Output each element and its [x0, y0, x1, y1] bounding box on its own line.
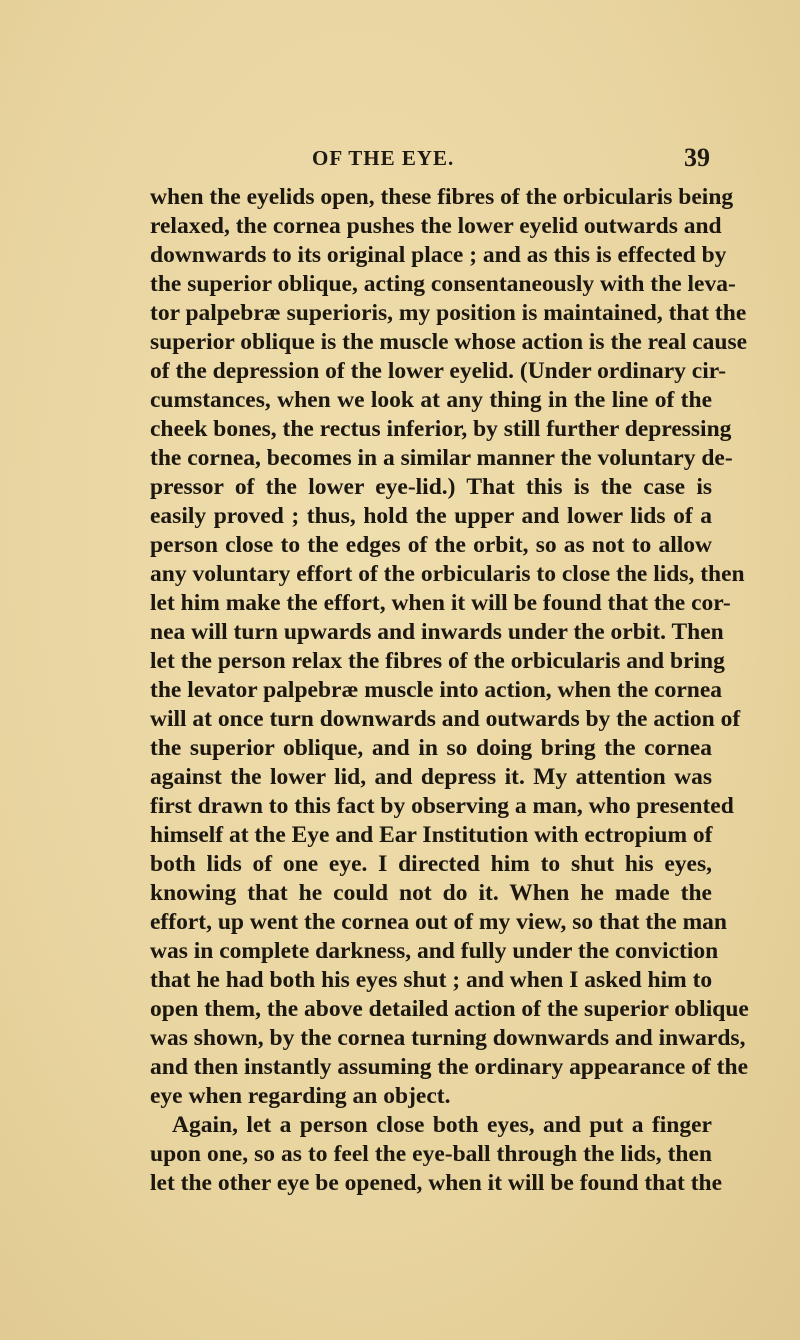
- text-line: against the lower lid, and depress it. My attention was: [150, 764, 712, 790]
- text-line: cumstances, when we look at any thing in the line of the: [150, 387, 712, 413]
- text-line: relaxed, the cornea pushes the lower eyelid outwards and: [150, 213, 722, 239]
- text-line: upon one, so as to feel the eye-ball through the lids, then: [150, 1141, 712, 1167]
- text-line: was in complete darkness, and fully under the conviction: [150, 938, 719, 964]
- text-line: superior oblique is the muscle whose action is the real cause: [150, 329, 748, 355]
- text-line: first drawn to this fact by observing a man, who presented: [150, 793, 734, 819]
- text-line: was shown, by the cornea turning downwards and inwards,: [150, 1025, 746, 1051]
- text-line: Again, let a person close both eyes, and put a finger: [172, 1112, 712, 1138]
- text-line: open them, the above detailed action of the superior oblique: [150, 996, 749, 1022]
- text-line: the superior oblique, and in so doing bring the cornea: [150, 735, 712, 761]
- text-line: effort, up went the cornea out of my view, so that the man: [150, 909, 727, 935]
- text-line: any voluntary effort of the orbicularis to close the lids, then: [150, 561, 745, 587]
- text-line: let the person relax the fibres of the orbicularis and bring: [150, 648, 725, 674]
- text-line: easily proved ; thus, hold the upper and lower lids of a: [150, 503, 712, 529]
- text-line: eye when regarding an object.: [150, 1083, 451, 1109]
- running-head-title: OF THE EYE.: [312, 146, 455, 170]
- text-line: that he had both his eyes shut ; and when I asked him to: [150, 967, 713, 993]
- running-head: [150, 143, 710, 174]
- text-line: and then instantly assuming the ordinary appearance of the: [150, 1054, 748, 1080]
- text-line: the cornea, becomes in a similar manner the voluntary de-: [150, 445, 733, 471]
- text-line: person close to the edges of the orbit, so as not to allow: [150, 532, 712, 558]
- text-line: himself at the Eye and Ear Institution with ectropium of: [150, 822, 713, 848]
- text-line: when the eyelids open, these fibres of the orbicularis being: [150, 184, 734, 210]
- page-number: 39: [684, 143, 710, 172]
- text-line: both lids of one eye. I directed him to shut his eyes,: [150, 851, 712, 877]
- body-text: [150, 183, 749, 1198]
- text-line: cheek bones, the rectus inferior, by still further depressing: [150, 416, 732, 442]
- text-line: tor palpebræ superioris, my position is maintained, that the: [150, 300, 747, 326]
- text-line: let him make the effort, when it will be found that the cor-: [150, 590, 731, 616]
- text-line: nea will turn upwards and inwards under the orbit. Then: [150, 619, 724, 645]
- text-line: let the other eye be opened, when it will be found that the: [150, 1170, 723, 1196]
- text-line: knowing that he could not do it. When he made the: [150, 880, 712, 906]
- text-line: of the depression of the lower eyelid. (Under ordinary cir-: [150, 358, 727, 384]
- text-line: will at once turn downwards and outwards by the action of: [150, 706, 741, 732]
- text-line: the levator palpebræ muscle into action, when the cornea: [150, 677, 722, 703]
- text-line: the superior oblique, acting consentaneously with the leva-: [150, 271, 736, 297]
- text-line: downwards to its original place ; and as this is effected by: [150, 242, 727, 268]
- text-line: pressor of the lower eye-lid.) That this is the case is: [150, 474, 712, 500]
